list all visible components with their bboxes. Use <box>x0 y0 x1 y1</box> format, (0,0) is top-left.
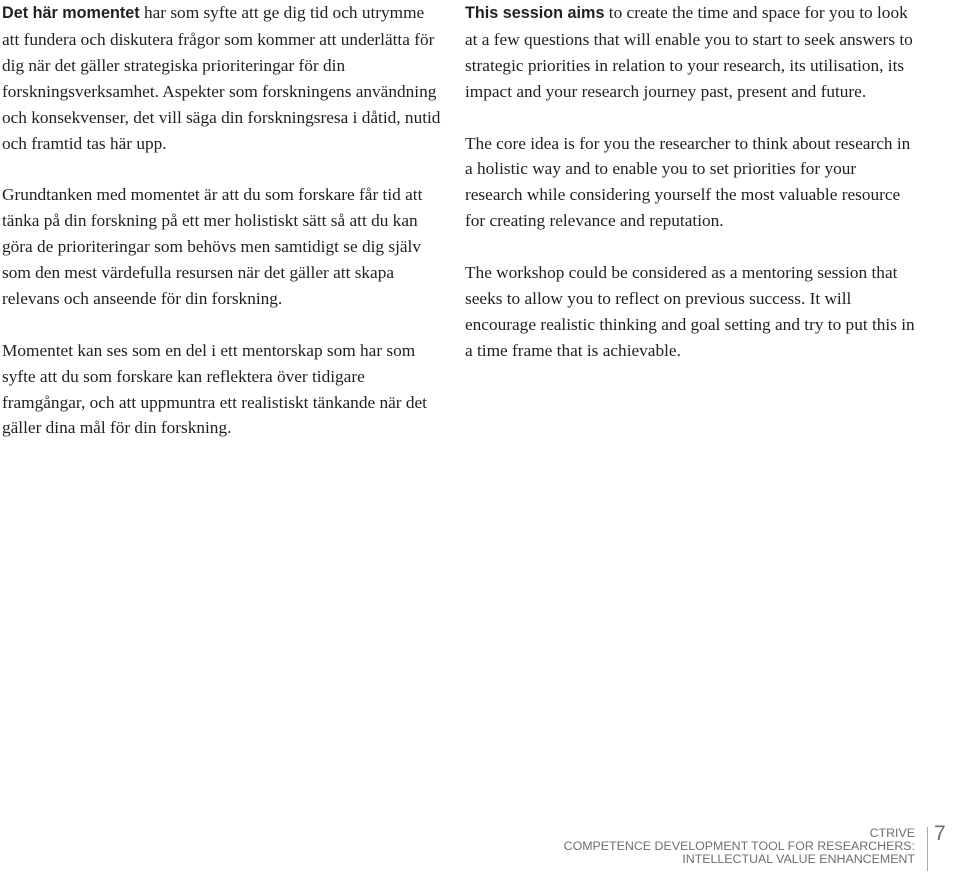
page-number: 7 <box>934 822 946 845</box>
swedish-paragraph-1 <box>2 0 442 156</box>
swedish-lead-heading: Det här momentet <box>2 4 140 22</box>
english-paragraph-2: The core idea is for you the researcher to think about research in a holistic way and to enable you to set priorities for your research while considering yourself the most valuable resource for creating relevance and reputation. <box>465 133 911 231</box>
swedish-paragraph-3: Momentet kan ses som en del i ett mentorskap som har som syfte att du som forskare kan reflektera över tidigare framgångar, och att uppmuntra ett realistiskt tänkande när det gäller dina mål för din forskning. <box>2 340 427 438</box>
english-lead-heading: This session aims <box>465 4 605 22</box>
english-paragraph-1-text: to create the time and space for you to look at a few questions that will enable you to start to seek answers to strategic priorities in relation to your research, its utilisation, its impact and your research journey past, present and future. <box>465 3 913 101</box>
footer-line-1: COMPETENCE DEVELOPMENT TOOL FOR RESEARCHERS: <box>563 839 915 854</box>
swedish-column <box>2 0 442 467</box>
english-paragraph-3: The workshop could be considered as a mentoring session that seeks to allow you to reflect on previous success. It will encourage realistic thinking and goal setting and try to put this in a time frame that is achievable. <box>465 263 915 360</box>
english-column <box>465 0 915 390</box>
swedish-paragraph-1-text: har som syfte att ge dig tid och utrymme att fundera och diskutera frågor som kommer att underlätta för dig när det gäller strategiska prioriteringar för din forskningsverksamhet. Aspekter som forskningens användning och konsekvenser, det vill säga din forskningsresa i dåtid, nutid och framtid tas här upp. <box>2 3 441 153</box>
page-footer <box>564 827 928 871</box>
footer-line-2: INTELLECTUAL VALUE ENHANCEMENT <box>682 852 915 867</box>
english-paragraph-1 <box>465 0 915 105</box>
swedish-paragraph-2: Grundtanken med momentet är att du som forskare får tid att tänka på din forskning på ett mer holistiskt sätt så att du kan göra de prioriteringar som behövs men samtidigt se dig själv som den mest värdefulla resursen när det gäller att skapa relevans och anseende för din forskning. <box>2 185 423 308</box>
footer-brand: CTRIVE <box>869 826 915 840</box>
